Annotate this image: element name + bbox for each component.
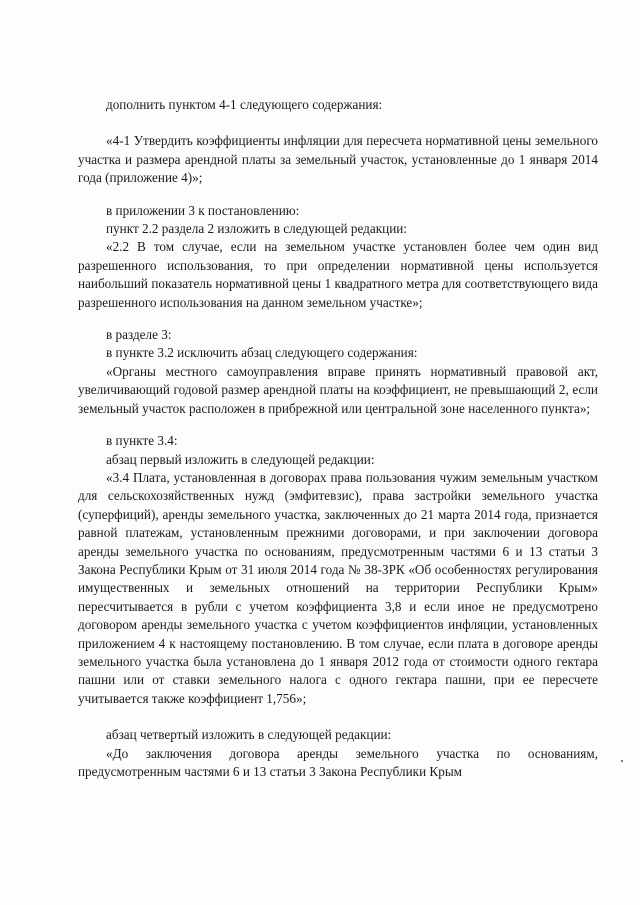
paragraph-item-4-1: «4-1 Утвердить коэффициенты инфляции для пересчета нормативной цены земельного участка и размера арендной платы за земельный участок, установленные до 1 января 2014 года (приложение 4)»; xyxy=(78,133,598,186)
document-body xyxy=(78,96,598,781)
paragraph-fourth-abzac-text: «До заключения договора аренды земельного участка по основаниям, предусмотренным частями 6 и 13 статьи 3 Закона Республики Крым xyxy=(78,745,598,779)
paragraph-appendix-3: в приложении 3 к постановлению: xyxy=(106,202,300,218)
paragraph-fourth-abzac-intro: абзац четвертый изложить в следующей редакции: xyxy=(106,727,392,743)
paragraph-item-3-4-text: «3.4 Плата, установленная в договорах права пользования чужим земельным участком для сельскохозяйственных нужд (эмфитевзис), права застройки земельного участка (суперфиций), аренды земельного участка, заключенных до 21 марта 2014 года, признается равной платежам, установленным прежними договорами, и при заключении договора аренды земельного участка по основаниям, предусмотренным частями 6 и 13 статьи 3 Закона Республики Крым от 31 июля 2014 года № 38-ЗРК «Об особенностях регулирования имущественных и земельных отношений на территории Республики Крым» пересчитывается в рубли с учетом коэффициента 3,8 и если иное не предусмотрено договором аренды земельного участка с учетом коэффициентов инфляции, установленных приложением 4 к настоящему постановлению. В том случае, если плата в договоре аренды земельного участка была установлена до 1 января 2012 года от стоимости одного гектара пашни или от ставки земельного налога с одного гектара пашни, при ее пересчете учитывается также коэффициент 1,756»; xyxy=(78,469,598,706)
scan-speck xyxy=(621,760,623,762)
paragraph-item-2-2-intro: пункт 2.2 раздела 2 изложить в следующей редакции: xyxy=(106,221,407,237)
paragraph-item-3-4: в пункте 3.4: xyxy=(106,433,178,449)
paragraph-amendment-intro: дополнить пунктом 4-1 следующего содержания: xyxy=(106,97,383,112)
paragraph-item-2-2-text: «2.2 В том случае, если на земельном участке установлен более чем один вид разрешенного использования, то при определении нормативной цены используется наибольший показатель нормативной цены 1 квадратного метра для соответствующего вида разрешенного использования на данном земельном участке»; xyxy=(78,239,598,310)
paragraph-item-3-2-text: «Органы местного самоуправления вправе принять нормативный правовой акт, увеличивающий годовой размер арендной платы на коэффициент, не превышающий 2, если земельный участок расположен в прибрежной или центральной зоне населенного пункта»; xyxy=(78,363,598,416)
paragraph-item-3-4-first-intro: абзац первый изложить в следующей редакции: xyxy=(106,451,375,467)
paragraph-section-3: в разделе 3: xyxy=(106,327,172,343)
paragraph-item-3-2-intro: в пункте 3.2 исключить абзац следующего содержания: xyxy=(106,345,418,361)
